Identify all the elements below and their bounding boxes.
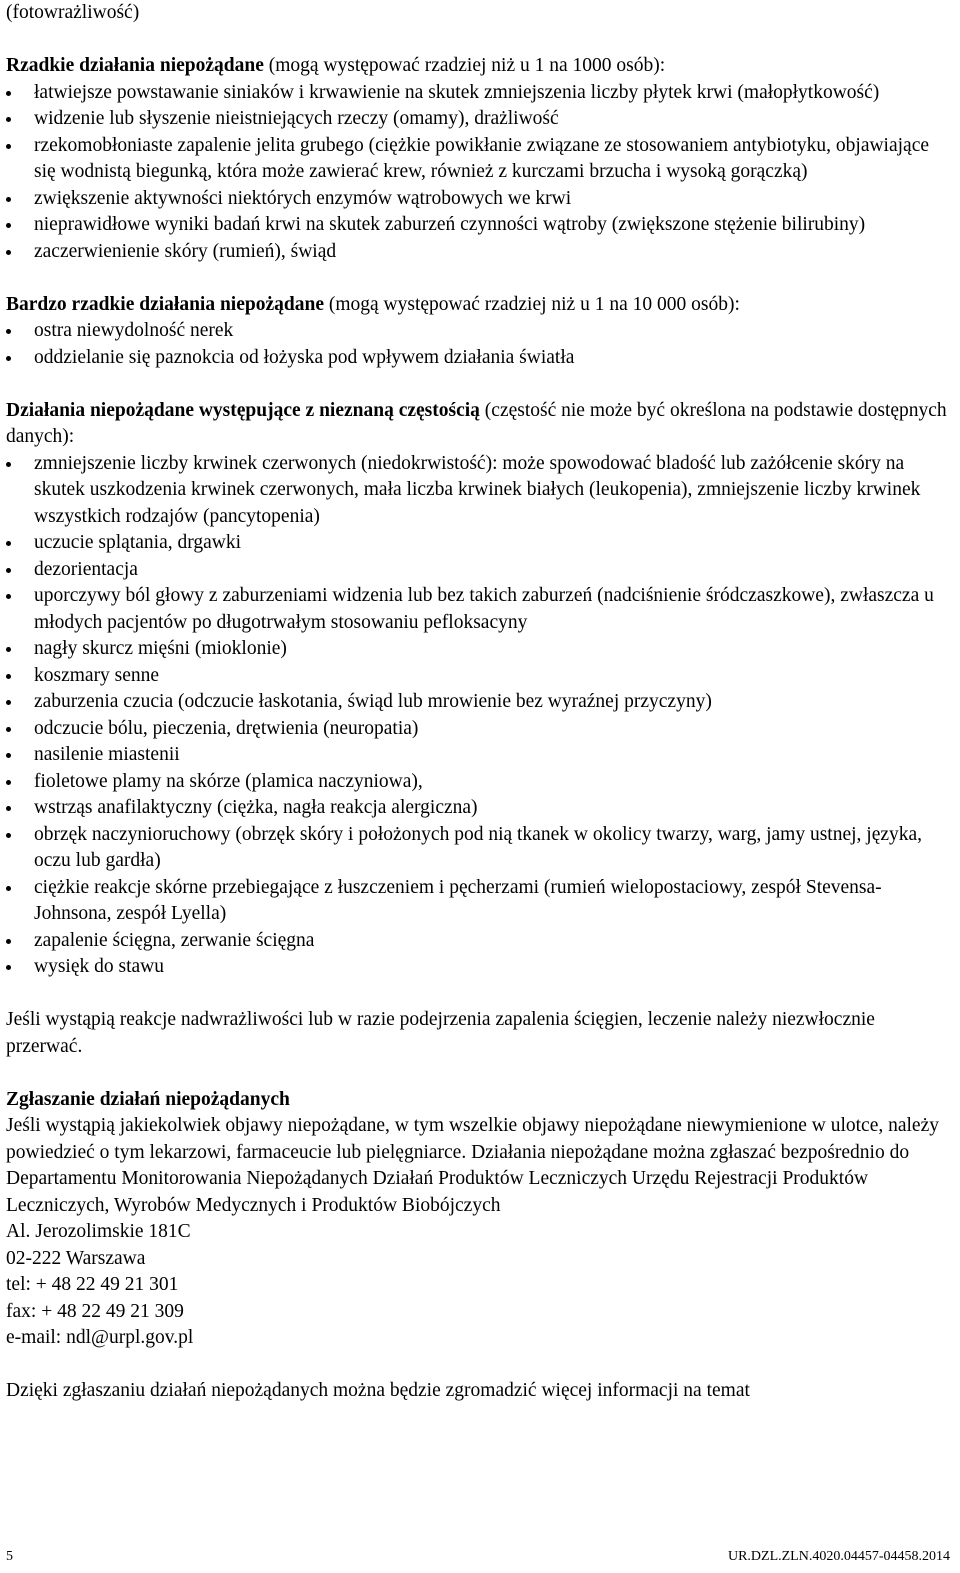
list-item: zapalenie ścięgna, zerwanie ścięgna xyxy=(6,928,950,955)
list-item: oddzielanie się paznokcia od łożyska pod wpływem działania światła xyxy=(6,345,950,372)
section-rare xyxy=(6,53,950,265)
list-item: ciężkie reakcje skórne przebiegające z łuszczeniem i pęcherzami (rumień wielopostaciowy, zespół Stevensa-Johnsona, zespół Lyella) xyxy=(6,875,950,928)
section-rare-heading-bold: Rzadkie działania niepożądane xyxy=(6,55,264,76)
list-item: zaczerwienienie skóry (rumień), świąd xyxy=(6,239,950,266)
section-very-rare-heading-bold: Bardzo rzadkie działania niepożądane xyxy=(6,293,324,315)
list-item: widzenie lub słyszenie nieistniejących rzeczy (omamy), drażliwość xyxy=(6,106,950,133)
list-item: zmniejszenie liczby krwinek czerwonych (niedokrwistość): może spowodować bladość lub zażółcenie skóry na skutek uszkodzenia krwinek czerwonych, mała liczba krwinek białych (leukopenia), zmniejszenie liczby krwinek wszystkich rodzajów (pancytopenia) xyxy=(6,451,950,531)
phone-line: tel: + 48 22 49 21 301 xyxy=(6,1274,179,1295)
section-unknown-frequency-heading xyxy=(6,398,950,451)
warning-paragraph: Jeśli wystąpią reakcje nadwrażliwości lub w razie podejrzenia zapalenia ścięgien, leczenie należy niezwłocznie przerwać. xyxy=(6,1009,875,1057)
email-line: e-mail: ndl@urpl.gov.pl xyxy=(6,1327,194,1348)
list-item: wysięk do stawu xyxy=(6,954,950,981)
section-very-rare-list xyxy=(6,318,950,371)
list-item: zaburzenia czucia (odczucie łaskotania, świąd lub mrowienie bez wyraźnej przyczyny) xyxy=(6,689,950,716)
section-reporting xyxy=(6,1087,950,1352)
section-very-rare-heading xyxy=(6,292,950,319)
reporting-heading-bold: Zgłaszanie działań niepożądanych xyxy=(6,1088,290,1110)
section-rare-heading xyxy=(6,53,950,80)
section-very-rare xyxy=(6,292,950,372)
section-rare-list xyxy=(6,80,950,266)
address-line: Al. Jerozolimskie 181C xyxy=(6,1221,191,1242)
list-item: koszmary senne xyxy=(6,663,950,690)
list-item: dezorientacja xyxy=(6,557,950,584)
page-footer xyxy=(6,1548,950,1566)
list-item: rzekomobłoniaste zapalenie jelita grubego (ciężkie powikłanie związane ze stosowaniem antybiotyku, objawiające się wodnistą biegunką, która może zawierać krew, również z kurczami brzucha i wysoką gorączką) xyxy=(6,133,950,186)
list-item: nagły skurcz mięśni (mioklonie) xyxy=(6,636,950,663)
list-item: uporczywy ból głowy z zaburzeniami widzenia lub bez takich zaburzeń (nadciśnienie śródczaszkowe), zwłaszcza u młodych pacjentów po długotrwałym stosowaniu pefloksacyny xyxy=(6,583,950,636)
intro-line: (fotowrażliwość) xyxy=(6,2,140,23)
closing-line: Dzięki zgłaszaniu działań niepożądanych można będzie zgromadzić więcej informacji na temat xyxy=(6,1380,750,1401)
section-unknown-frequency xyxy=(6,398,950,981)
list-item: wstrząs anafilaktyczny (ciężka, nagła reakcja alergiczna) xyxy=(6,795,950,822)
fax-line: fax: + 48 22 49 21 309 xyxy=(6,1300,184,1322)
list-item: zwiększenie aktywności niektórych enzymów wątrobowych we krwi xyxy=(6,186,950,213)
list-item: uczucie splątania, drgawki xyxy=(6,530,950,557)
list-item: łatwiejsze powstawanie siniaków i krwawienie na skutek zmniejszenia liczby płytek krwi (małopłytkowość) xyxy=(6,80,950,107)
list-item: nieprawidłowe wyniki badań krwi na skutek zaburzeń czynności wątroby (zwiększone stężenie bilirubiny) xyxy=(6,212,950,239)
section-rare-heading-rest: (mogą występować rzadziej niż u 1 na 1000 osób): xyxy=(263,55,666,76)
reporting-body: Jeśli wystąpią jakiekolwiek objawy niepożądane, w tym wszelkie objawy niepożądane niewymienione w ulotce, należy powiedzieć o tym lekarzowi, farmaceucie lub pielęgniarce. Działania niepożądane można zgłaszać bezpośrednio do Departamentu Monitorowania Niepożądanych Działań Produktów Leczniczych Urzędu Rejestracji Produktów Leczniczych, Wyrobów Medycznych i Produktów Biobójczych xyxy=(6,1115,939,1216)
document-code: UR.DZL.ZLN.4020.04457-04458.2014 xyxy=(727,1549,950,1564)
section-unknown-frequency-heading-rest: (częstość nie może być określona na podstawie dostępnych danych): xyxy=(6,399,947,447)
list-item: obrzęk naczynioruchowy (obrzęk skóry i położonych pod nią tkanek w okolicy twarzy, warg, jamy ustnej, języka, oczu lub gardła) xyxy=(6,822,950,875)
page-number: 5 xyxy=(6,1549,13,1564)
list-item: odczucie bólu, pieczenia, drętwienia (neuropatia) xyxy=(6,716,950,743)
section-unknown-frequency-heading-bold: Działania niepożądane występujące z nieznaną częstością xyxy=(6,399,480,421)
list-item: ostra niewydolność nerek xyxy=(6,318,950,345)
list-item: fioletowe plamy na skórze (plamica naczyniowa), xyxy=(6,769,950,796)
address-line: 02-222 Warszawa xyxy=(6,1247,146,1269)
section-very-rare-heading-rest: (mogą występować rzadziej niż u 1 na 10 000 osób): xyxy=(323,293,740,315)
reporting-heading xyxy=(6,1087,950,1114)
document-page xyxy=(6,0,950,1405)
list-item: nasilenie miastenii xyxy=(6,742,950,769)
section-unknown-frequency-list xyxy=(6,451,950,981)
